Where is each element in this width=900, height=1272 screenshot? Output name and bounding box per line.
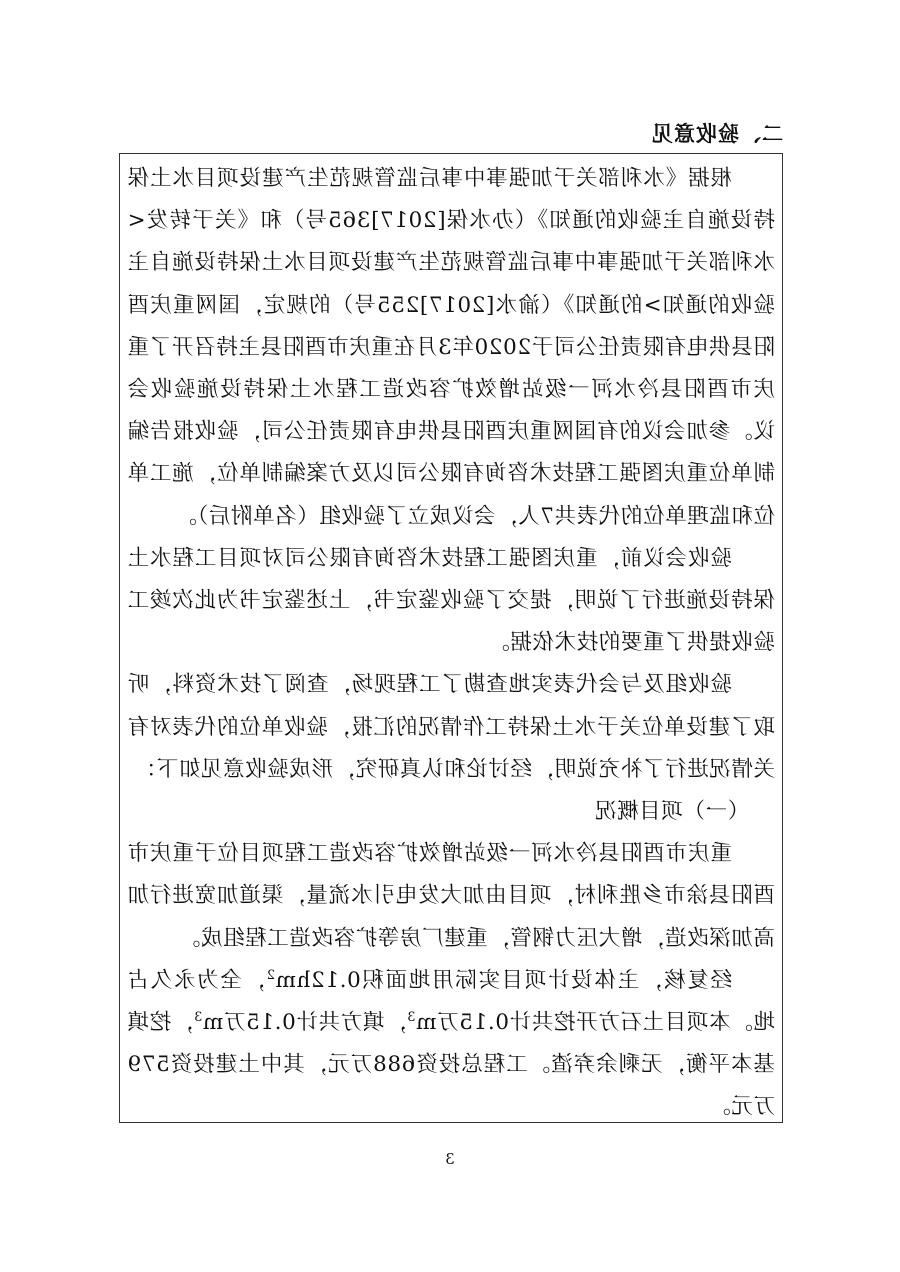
excavation-text: ，全为永久占地。本项目土石方开挖共计0.15万m [127,967,775,1036]
paragraph-project-overview: 重庆市酉阳县冷水河一级站增效扩容改造工程项目位于重庆市酉阳县涂市乡胜利村，项目由加大发电引水流量，渠道加宽进行加高加深改造，增大压力钢管，重建厂房等扩容改造工程组成。 [127,841,775,951]
page-number: 3 [445,1150,455,1168]
superscript-3-second: 3 [193,1009,203,1025]
paragraph-inspection: 验收组及与会代表实地查勘了工程现场，查阅了技术资料，听取了建设单位关于水土保持工作情况的汇报，验收单位的代表对有关情况进行了补充说明，经讨论和认真研究，形成验收意见如下： [127,672,775,782]
acceptance-opinion-text [127,158,775,1129]
paragraph-basis: 根据《水利部关于加强事中事后监管规范生产建设项目水土保持设施自主验收的通知》（办水保[2017]365号）和《关于转发<水利部关于加强事中事后监管规范生产建设项目水土保持设施自主验收的通知>的通知》（渝水[2017]255号）的规定，国网重庆酉阳县供电有限责任公司于2020年3月在重庆市酉阳县主持召开了重庆市酉阳县冷水河一级站增效扩容改造工程水土保持设施验收会议。参加会议的有国网重庆酉阳县供电有限责任公司，验收报告编制单位重庆图强工程技术咨询有限公司以及方案编制单位，施工单位和监理单位的代表共7人，会议成立了验收组（名单附后）。 [127,166,775,529]
fill-text: ，填方共计0.15万m [202,1010,407,1036]
investment-text: ，挖填基本平衡，无剩余弃渣。工程总投资688万元，其中土建投资579万元。 [127,1010,775,1120]
paragraph-pre-meeting: 验收会议前，重庆图强工程技术咨询有限公司对项目工程水土保持设施进行了说明，提交了验收鉴定书，上述鉴定书为此次竣工验收提供了重要的技术依据。 [127,545,775,656]
paragraph-land-and-earthwork [127,960,775,1129]
subsection-heading: （一）项目概况 [594,799,750,825]
superscript-3: 3 [406,1009,416,1025]
superscript-2: 2 [266,967,276,983]
section-heading: 二、验收意见 [651,122,783,146]
land-area-text: 经复核，主体设计项目实际用地面积0.12hm [275,967,732,993]
acceptance-opinion-box [119,153,783,1123]
